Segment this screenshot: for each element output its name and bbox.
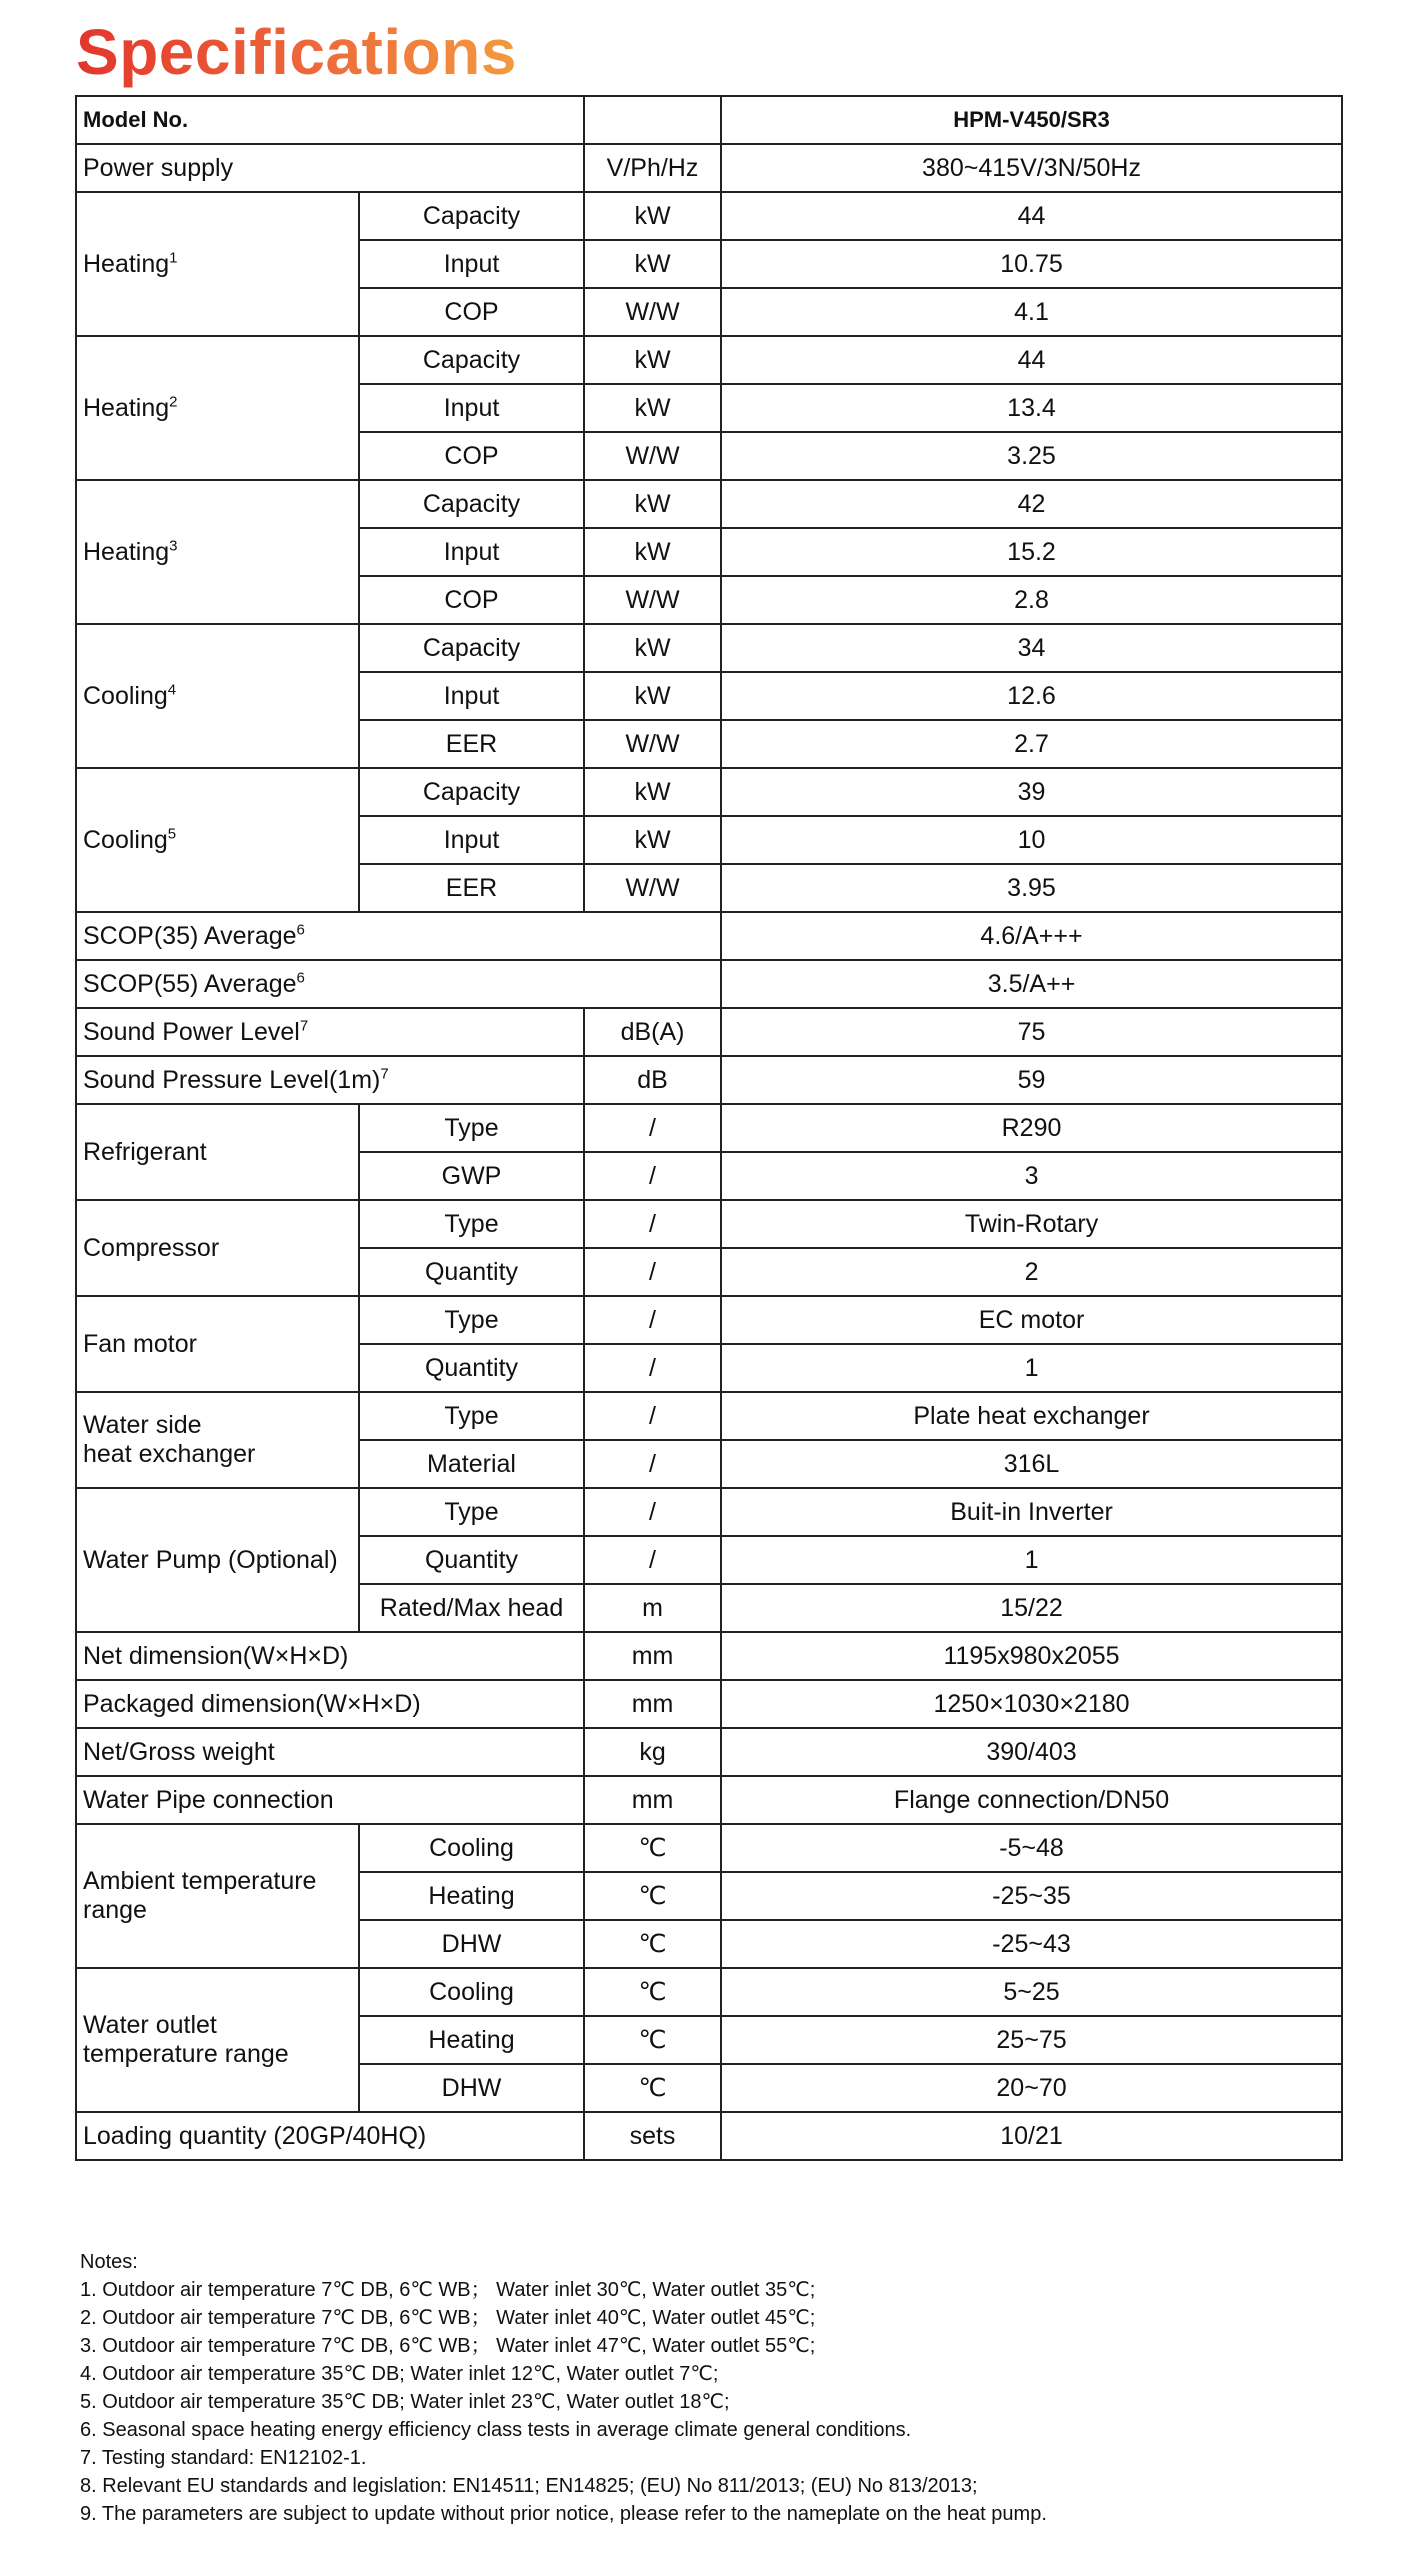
table-row xyxy=(76,912,1342,960)
note-item: 7. Testing standard: EN12102-1. xyxy=(80,2447,367,2469)
group-label-text: Cooling xyxy=(83,825,168,854)
group-label xyxy=(76,480,359,624)
row-unit: kW xyxy=(584,672,721,720)
row-value: 3.5/A++ xyxy=(721,960,1342,1008)
row-value: 5~25 xyxy=(721,1968,1342,2016)
row-unit: V/Ph/Hz xyxy=(584,144,721,192)
group-label xyxy=(76,192,359,336)
table-row xyxy=(76,2112,1342,2160)
row-unit: / xyxy=(584,1152,721,1200)
row-label: Net/Gross weight xyxy=(76,1728,584,1776)
sub-label: Capacity xyxy=(359,624,584,672)
group-label: Refrigerant xyxy=(76,1104,359,1200)
row-value: 15.2 xyxy=(721,528,1342,576)
row-value: 44 xyxy=(721,192,1342,240)
group-label: Water Pump (Optional) xyxy=(76,1488,359,1632)
sub-label: Capacity xyxy=(359,480,584,528)
row-unit: W/W xyxy=(584,576,721,624)
row-unit: W/W xyxy=(584,432,721,480)
sub-label: Material xyxy=(359,1440,584,1488)
table-row xyxy=(76,1056,1342,1104)
row-unit: kW xyxy=(584,192,721,240)
row-value: -5~48 xyxy=(721,1824,1342,1872)
group-label xyxy=(76,1824,359,1968)
row-value: Twin-Rotary xyxy=(721,1200,1342,1248)
row-value: 44 xyxy=(721,336,1342,384)
sub-label: Type xyxy=(359,1488,584,1536)
row-value: 10.75 xyxy=(721,240,1342,288)
sub-label: Capacity xyxy=(359,336,584,384)
table-row xyxy=(76,1968,1342,2016)
group-label xyxy=(76,1968,359,2112)
row-unit: mm xyxy=(584,1632,721,1680)
table-row xyxy=(76,96,1342,144)
sub-label: EER xyxy=(359,720,584,768)
row-label: Packaged dimension(W×H×D) xyxy=(76,1680,584,1728)
row-value: 42 xyxy=(721,480,1342,528)
row-label xyxy=(76,1008,584,1056)
row-unit: kg xyxy=(584,1728,721,1776)
row-value: 59 xyxy=(721,1056,1342,1104)
footnote-ref: 6 xyxy=(296,921,305,939)
row-value: Buit-in Inverter xyxy=(721,1488,1342,1536)
sub-label: EER xyxy=(359,864,584,912)
notes-section xyxy=(80,2248,1047,2528)
row-unit: / xyxy=(584,1296,721,1344)
model-label: Model No. xyxy=(76,96,584,144)
row-unit: m xyxy=(584,1584,721,1632)
row-value: 3 xyxy=(721,1152,1342,1200)
group-label-text: Cooling xyxy=(83,681,168,710)
sub-label: COP xyxy=(359,576,584,624)
row-unit: kW xyxy=(584,240,721,288)
note-item: 5. Outdoor air temperature 35℃ DB; Water inlet 23℃, Water outlet 18℃; xyxy=(80,2391,730,2413)
table-row xyxy=(76,1728,1342,1776)
table-row xyxy=(76,480,1342,528)
row-value: 34 xyxy=(721,624,1342,672)
sub-label: Input xyxy=(359,384,584,432)
sub-label: Capacity xyxy=(359,192,584,240)
row-value: 25~75 xyxy=(721,2016,1342,2064)
notes-heading: Notes: xyxy=(80,2251,138,2273)
sub-label: COP xyxy=(359,432,584,480)
table-row xyxy=(76,1296,1342,1344)
sub-label: COP xyxy=(359,288,584,336)
row-unit: / xyxy=(584,1536,721,1584)
row-label-text: Sound Pressure Level(1m) xyxy=(83,1065,381,1094)
sub-label: Type xyxy=(359,1392,584,1440)
row-value: 10/21 xyxy=(721,2112,1342,2160)
row-unit: / xyxy=(584,1488,721,1536)
sub-label: Quantity xyxy=(359,1536,584,1584)
table-row xyxy=(76,768,1342,816)
group-label xyxy=(76,336,359,480)
row-value: 12.6 xyxy=(721,672,1342,720)
row-unit: / xyxy=(584,1392,721,1440)
row-label-text: SCOP(35) Average xyxy=(83,921,297,950)
row-value: 3.25 xyxy=(721,432,1342,480)
table-row xyxy=(76,144,1342,192)
row-unit: kW xyxy=(584,816,721,864)
row-unit: ℃ xyxy=(584,2016,721,2064)
model-value: HPM-V450/SR3 xyxy=(721,96,1342,144)
table-row xyxy=(76,1200,1342,1248)
row-unit: W/W xyxy=(584,720,721,768)
row-unit: mm xyxy=(584,1776,721,1824)
footnote-ref: 1 xyxy=(169,249,178,267)
row-label xyxy=(76,1056,584,1104)
row-unit: / xyxy=(584,1200,721,1248)
table-row xyxy=(76,624,1342,672)
row-label-text: Sound Power Level xyxy=(83,1017,300,1046)
footnote-ref: 5 xyxy=(167,825,177,843)
group-label-line: Ambient temperature xyxy=(83,1867,317,1896)
row-unit: ℃ xyxy=(584,1824,721,1872)
row-unit: mm xyxy=(584,1680,721,1728)
table-row xyxy=(76,1824,1342,1872)
table-row xyxy=(76,1392,1342,1440)
row-unit: ℃ xyxy=(584,1872,721,1920)
row-unit: W/W xyxy=(584,864,721,912)
row-value: 390/403 xyxy=(721,1728,1342,1776)
note-item: 9. The parameters are subject to update without prior notice, please refer to the nameplate on the heat pump. xyxy=(80,2503,1047,2525)
footnote-ref: 2 xyxy=(169,393,178,411)
row-unit: kW xyxy=(584,480,721,528)
footnote-ref: 6 xyxy=(296,969,305,987)
sub-label: Cooling xyxy=(359,1968,584,2016)
table-row xyxy=(76,1680,1342,1728)
row-value: 2.8 xyxy=(721,576,1342,624)
row-label: Water Pipe connection xyxy=(76,1776,584,1824)
table-row xyxy=(76,1008,1342,1056)
row-value: 1195x980x2055 xyxy=(721,1632,1342,1680)
row-value: EC motor xyxy=(721,1296,1342,1344)
page-title: Specifications xyxy=(76,12,517,92)
row-value: 2 xyxy=(721,1248,1342,1296)
row-unit: / xyxy=(584,1440,721,1488)
row-unit: W/W xyxy=(584,288,721,336)
sub-label: Cooling xyxy=(359,1824,584,1872)
table-row xyxy=(76,192,1342,240)
sub-label: Rated/Max head xyxy=(359,1584,584,1632)
sub-label: GWP xyxy=(359,1152,584,1200)
group-label-line: range xyxy=(83,1896,147,1924)
table-row xyxy=(76,336,1342,384)
table-row xyxy=(76,1104,1342,1152)
group-label xyxy=(76,624,359,768)
row-unit: kW xyxy=(584,336,721,384)
note-item: 2. Outdoor air temperature 7℃ DB, 6℃ WB； Water inlet 40℃, Water outlet 45℃; xyxy=(80,2307,816,2329)
row-unit: dB(A) xyxy=(584,1008,721,1056)
footnote-ref: 4 xyxy=(167,681,177,699)
row-value: R290 xyxy=(721,1104,1342,1152)
sub-label: DHW xyxy=(359,1920,584,1968)
group-label-text: Heating xyxy=(83,393,170,422)
spec-table xyxy=(75,95,1343,2161)
table-row xyxy=(76,960,1342,1008)
row-value: 316L xyxy=(721,1440,1342,1488)
row-value: 4.6/A+++ xyxy=(721,912,1342,960)
row-unit: kW xyxy=(584,768,721,816)
row-value: 3.95 xyxy=(721,864,1342,912)
row-unit: ℃ xyxy=(584,1968,721,2016)
group-label-line: heat exchanger xyxy=(83,1440,256,1468)
row-value: -25~35 xyxy=(721,1872,1342,1920)
table-row xyxy=(76,1488,1342,1536)
row-value: 380~415V/3N/50Hz xyxy=(721,144,1342,192)
footnote-ref: 7 xyxy=(380,1065,389,1083)
note-item: 6. Seasonal space heating energy efficiency class tests in average climate general conditions. xyxy=(80,2419,912,2441)
row-unit: ℃ xyxy=(584,2064,721,2112)
row-unit: / xyxy=(584,1104,721,1152)
row-label xyxy=(76,960,721,1008)
sub-label: Input xyxy=(359,528,584,576)
note-item: 4. Outdoor air temperature 35℃ DB; Water inlet 12℃, Water outlet 7℃; xyxy=(80,2363,719,2385)
row-unit: sets xyxy=(584,2112,721,2160)
group-label: Compressor xyxy=(76,1200,359,1296)
group-label-line: temperature range xyxy=(83,2040,289,2068)
row-unit: dB xyxy=(584,1056,721,1104)
row-value: 75 xyxy=(721,1008,1342,1056)
row-value: 39 xyxy=(721,768,1342,816)
row-value: 10 xyxy=(721,816,1342,864)
footnote-ref: 3 xyxy=(169,537,178,555)
sub-label: Input xyxy=(359,240,584,288)
group-label xyxy=(76,768,359,912)
row-unit: kW xyxy=(584,528,721,576)
sub-label: DHW xyxy=(359,2064,584,2112)
row-value: -25~43 xyxy=(721,1920,1342,1968)
group-label xyxy=(76,1392,359,1488)
sub-label: Quantity xyxy=(359,1248,584,1296)
row-label-text: SCOP(55) Average xyxy=(83,969,297,998)
row-label: Power supply xyxy=(76,144,584,192)
row-label xyxy=(76,912,721,960)
group-label-line: Water outlet xyxy=(83,2011,217,2040)
row-unit: ℃ xyxy=(584,1920,721,1968)
row-value: 1 xyxy=(721,1344,1342,1392)
row-value: 1250×1030×2180 xyxy=(721,1680,1342,1728)
sub-label: Capacity xyxy=(359,768,584,816)
row-value: 1 xyxy=(721,1536,1342,1584)
row-unit: kW xyxy=(584,384,721,432)
row-unit: kW xyxy=(584,624,721,672)
sub-label: Type xyxy=(359,1200,584,1248)
sub-label: Input xyxy=(359,816,584,864)
row-label: Loading quantity (20GP/40HQ) xyxy=(76,2112,584,2160)
row-unit: / xyxy=(584,1248,721,1296)
row-value: 4.1 xyxy=(721,288,1342,336)
group-label-line: Water side xyxy=(83,1411,202,1440)
row-value: 15/22 xyxy=(721,1584,1342,1632)
table-row xyxy=(76,1632,1342,1680)
row-value: Flange connection/DN50 xyxy=(721,1776,1342,1824)
row-value: 2.7 xyxy=(721,720,1342,768)
group-label-text: Heating xyxy=(83,537,170,566)
sub-label: Quantity xyxy=(359,1344,584,1392)
group-label: Fan motor xyxy=(76,1296,359,1392)
note-item: 3. Outdoor air temperature 7℃ DB, 6℃ WB； Water inlet 47℃, Water outlet 55℃; xyxy=(80,2335,816,2357)
footnote-ref: 7 xyxy=(299,1017,309,1035)
sub-label: Input xyxy=(359,672,584,720)
sub-label: Heating xyxy=(359,1872,584,1920)
sub-label: Heating xyxy=(359,2016,584,2064)
sub-label: Type xyxy=(359,1296,584,1344)
note-item: 8. Relevant EU standards and legislation: EN14511; EN14825; (EU) No 811/2013; (EU) No 813/2013; xyxy=(80,2475,978,2497)
table-row xyxy=(76,1776,1342,1824)
row-label: Net dimension(W×H×D) xyxy=(76,1632,584,1680)
note-item: 1. Outdoor air temperature 7℃ DB, 6℃ WB； Water inlet 30℃, Water outlet 35℃; xyxy=(80,2279,816,2301)
group-label-text: Heating xyxy=(83,249,170,278)
model-unit xyxy=(584,96,721,144)
row-value: 20~70 xyxy=(721,2064,1342,2112)
row-unit: / xyxy=(584,1344,721,1392)
sub-label: Type xyxy=(359,1104,584,1152)
row-value: Plate heat exchanger xyxy=(721,1392,1342,1440)
row-value: 13.4 xyxy=(721,384,1342,432)
